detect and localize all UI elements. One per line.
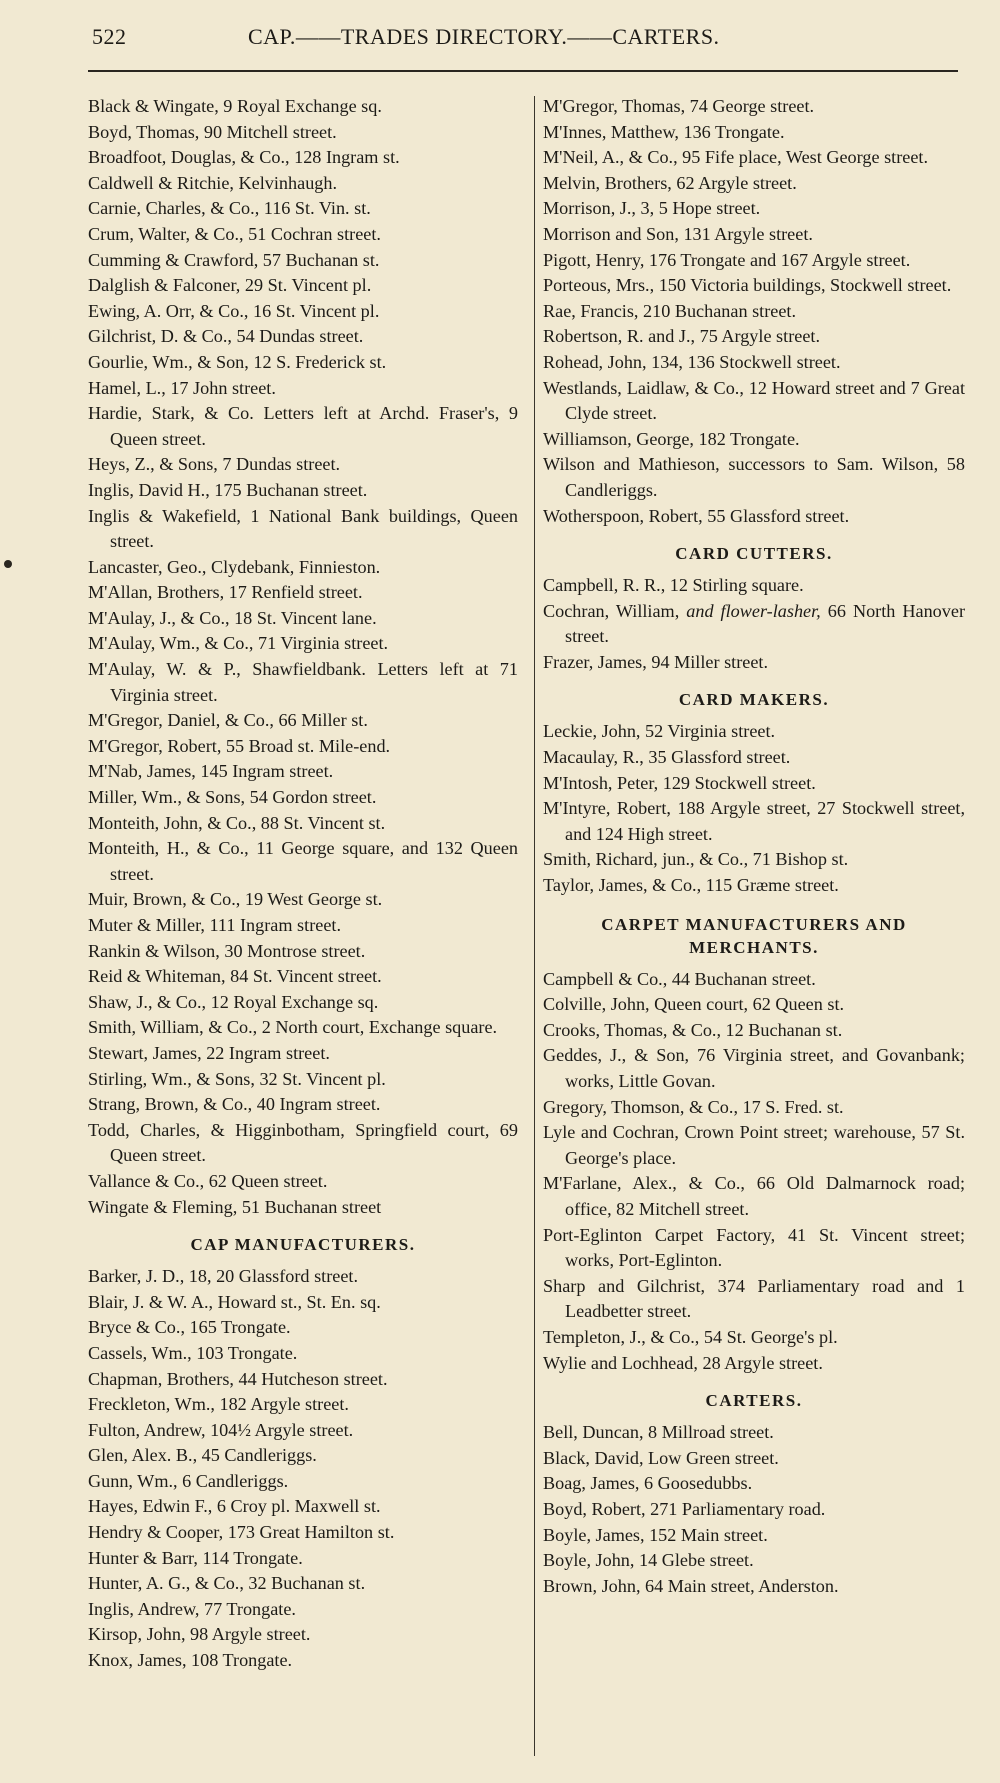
directory-entry: Monteith, H., & Co., 11 George square, and 132 Queen street. xyxy=(88,838,518,884)
directory-entry: M'Nab, James, 145 Ingram street. xyxy=(88,761,334,782)
directory-entry: Campbell, R. R., 12 Stirling square. xyxy=(543,575,804,596)
directory-entry: Wylie and Lochhead, 28 Argyle street. xyxy=(543,1352,823,1373)
running-head: CAP.——TRADES DIRECTORY.——CARTERS. xyxy=(248,24,720,49)
section-heading-cap-manufacturers: CAP MANUFACTURERS. xyxy=(190,1235,416,1255)
directory-entry: Smith, William, & Co., 2 North court, Exchange square. xyxy=(88,1017,498,1038)
directory-entry: Stewart, James, 22 Ingram street. xyxy=(88,1042,330,1063)
left-column xyxy=(88,94,518,1674)
section-heading-carpet-manufacturers xyxy=(543,913,965,959)
entry-text: 66 North Hanover street. xyxy=(565,600,965,647)
directory-entry: Rankin & Wilson, 30 Montrose street. xyxy=(88,940,366,961)
directory-entry: Vallance & Co., 62 Queen street. xyxy=(88,1170,328,1191)
directory-entry: Frazer, James, 94 Miller street. xyxy=(543,651,769,672)
section-heading-card-makers: CARD MAKERS. xyxy=(678,690,830,710)
directory-entry: Blair, J. & W. A., Howard st., St. En. sq. xyxy=(88,1291,381,1312)
directory-entry: M'Intyre, Robert, 188 Argyle street, 27 Stockwell street, and 124 High street. xyxy=(543,798,965,844)
directory-entry: Freckleton, Wm., 182 Argyle street. xyxy=(88,1394,349,1415)
directory-entry: Todd, Charles, & Higginbotham, Springfield court, 69 Queen street. xyxy=(88,1119,518,1166)
directory-entry: Boyd, Thomas, 90 Mitchell street. xyxy=(88,121,337,142)
directory-entry: Morrison and Son, 131 Argyle street. xyxy=(543,223,813,244)
directory-entry: Wotherspoon, Robert, 55 Glassford street. xyxy=(543,505,850,526)
card-cutters-list xyxy=(543,573,965,599)
continued-entries-left xyxy=(88,94,518,1220)
directory-entry: Cumming & Crawford, 57 Buchanan st. xyxy=(88,249,380,270)
directory-entry: Fulton, Andrew, 104½ Argyle street. xyxy=(88,1419,354,1440)
directory-entry: Chapman, Brothers, 44 Hutcheson street. xyxy=(88,1368,388,1389)
directory-entry: Hunter & Barr, 114 Trongate. xyxy=(88,1547,303,1568)
directory-entry: Boyle, James, 152 Main street. xyxy=(543,1524,768,1545)
continued-entries-right xyxy=(543,94,965,529)
directory-entry: M'Aulay, J., & Co., 18 St. Vincent lane. xyxy=(88,607,377,628)
directory-entry: Gregory, Thomson, & Co., 17 S. Fred. st. xyxy=(543,1096,844,1117)
directory-entry: Melvin, Brothers, 62 Argyle street. xyxy=(543,172,797,193)
directory-entry: Muir, Brown, & Co., 19 West George st. xyxy=(88,889,383,910)
directory-entry: Hayes, Edwin F., 6 Croy pl. Maxwell st. xyxy=(88,1496,381,1517)
directory-entry: M'Aulay, W. & P., Shawfieldbank. Letters left at 71 Virginia street. xyxy=(88,659,518,705)
directory-entry: Knox, James, 108 Trongate. xyxy=(88,1650,293,1671)
directory-entry: Colville, John, Queen court, 62 Queen st. xyxy=(543,994,845,1015)
directory-entry: Hendry & Cooper, 173 Great Hamilton st. xyxy=(88,1522,395,1543)
directory-entry: Barker, J. D., 18, 20 Glassford street. xyxy=(88,1266,359,1287)
right-column xyxy=(543,94,965,1599)
directory-entry: Gunn, Wm., 6 Candleriggs. xyxy=(88,1470,289,1491)
margin-mark xyxy=(4,560,12,568)
directory-entry: Inglis & Wakefield, 1 National Bank buildings, Queen street. xyxy=(88,505,518,552)
directory-entry: Ewing, A. Orr, & Co., 16 St. Vincent pl. xyxy=(88,300,380,321)
directory-entry: Westlands, Laidlaw, & Co., 12 Howard street and 7 Great Clyde street. xyxy=(543,377,965,424)
directory-entry: M'Aulay, Wm., & Co., 71 Virginia street. xyxy=(88,633,389,654)
directory-entry: Crooks, Thomas, & Co., 12 Buchanan st. xyxy=(543,1019,843,1040)
directory-entry: Crum, Walter, & Co., 51 Cochran street. xyxy=(88,223,381,244)
directory-entry: Boag, James, 6 Goosedubbs. xyxy=(543,1473,753,1494)
directory-entry: Dalglish & Falconer, 29 St. Vincent pl. xyxy=(88,275,372,296)
column-divider xyxy=(534,96,535,1756)
directory-entry: Morrison, J., 3, 5 Hope street. xyxy=(543,198,761,219)
directory-entry: Strang, Brown, & Co., 40 Ingram street. xyxy=(88,1094,381,1115)
directory-entry: Stirling, Wm., & Sons, 32 St. Vincent pl. xyxy=(88,1068,386,1089)
directory-entry: Porteous, Mrs., 150 Victoria buildings, Stockwell street. xyxy=(543,275,952,296)
directory-entry: Heys, Z., & Sons, 7 Dundas street. xyxy=(88,454,341,475)
directory-entry: Smith, Richard, jun., & Co., 71 Bishop st. xyxy=(543,849,849,870)
directory-entry: Lyle and Cochran, Crown Point street; warehouse, 57 St. George's place. xyxy=(543,1122,965,1168)
directory-entry: M'Gregor, Robert, 55 Broad st. Mile-end. xyxy=(88,735,391,756)
directory-entry: Reid & Whiteman, 84 St. Vincent street. xyxy=(88,966,382,987)
directory-entry: Carnie, Charles, & Co., 116 St. Vin. st. xyxy=(88,198,371,219)
directory-entry: Campbell & Co., 44 Buchanan street. xyxy=(543,968,816,989)
directory-entry: Black, David, Low Green street. xyxy=(543,1447,779,1468)
directory-entry: Broadfoot, Douglas, & Co., 128 Ingram st. xyxy=(88,147,400,168)
directory-entry: Caldwell & Ritchie, Kelvinhaugh. xyxy=(88,172,338,193)
directory-entry: Black & Wingate, 9 Royal Exchange sq. xyxy=(88,96,382,116)
directory-entry: Hardie, Stark, & Co. Letters left at Archd. Fraser's, 9 Queen street. xyxy=(88,403,518,449)
section-heading-carters: CARTERS. xyxy=(705,1391,803,1411)
cap-manufacturers-list xyxy=(88,1264,518,1674)
directory-entry: M'Allan, Brothers, 17 Renfield street. xyxy=(88,582,363,603)
directory-entry: Shaw, J., & Co., 12 Royal Exchange sq. xyxy=(88,991,379,1012)
directory-entry: Hamel, L., 17 John street. xyxy=(88,377,276,398)
directory-entry: Lancaster, Geo., Clydebank, Finnieston. xyxy=(88,556,381,577)
page-header xyxy=(92,22,962,52)
section-heading-card-cutters: CARD CUTTERS. xyxy=(675,544,833,564)
directory-entry-cochran xyxy=(543,599,965,650)
directory-entry: Kirsop, John, 98 Argyle street. xyxy=(88,1624,311,1645)
directory-entry: Rohead, John, 134, 136 Stockwell street. xyxy=(543,351,841,372)
directory-entry: Boyle, John, 14 Glebe street. xyxy=(543,1550,754,1571)
directory-entry: Rae, Francis, 210 Buchanan street. xyxy=(543,300,797,321)
carpet-manufacturers-list xyxy=(543,967,965,1377)
heading-line: MERCHANTS. xyxy=(689,937,819,957)
directory-entry: Brown, John, 64 Main street, Anderston. xyxy=(543,1575,839,1596)
directory-entry: Glen, Alex. B., 45 Candleriggs. xyxy=(88,1445,317,1466)
directory-entry: M'Innes, Matthew, 136 Trongate. xyxy=(543,121,785,142)
directory-entry: Pigott, Henry, 176 Trongate and 167 Argyle street. xyxy=(543,249,911,270)
directory-entry: Hunter, A. G., & Co., 32 Buchanan st. xyxy=(88,1573,366,1594)
directory-entry: Geddes, J., & Son, 76 Virginia street, and Govanbank; works, Little Govan. xyxy=(543,1045,965,1091)
directory-entry: Inglis, Andrew, 77 Trongate. xyxy=(88,1598,296,1619)
directory-entry: Cassels, Wm., 103 Trongate. xyxy=(88,1342,298,1363)
directory-entry: M'Farlane, Alex., & Co., 66 Old Dalmarnock road; office, 82 Mitchell street. xyxy=(543,1173,965,1219)
directory-entry: Williamson, George, 182 Trongate. xyxy=(543,428,800,449)
entry-italic-text: and flower-lasher, xyxy=(686,600,821,621)
card-makers-list xyxy=(543,719,965,898)
directory-entry: Bryce & Co., 165 Trongate. xyxy=(88,1317,291,1338)
directory-entry: M'Gregor, Daniel, & Co., 66 Miller st. xyxy=(88,710,368,731)
directory-entry: Inglis, David H., 175 Buchanan street. xyxy=(88,479,368,500)
directory-entry: M'Gregor, Thomas, 74 George street. xyxy=(543,96,815,116)
directory-entry: M'Neil, A., & Co., 95 Fife place, West George street. xyxy=(543,147,929,168)
directory-entry: Bell, Duncan, 8 Millroad street. xyxy=(543,1422,774,1443)
directory-entry: Wingate & Fleming, 51 Buchanan street xyxy=(88,1196,382,1217)
directory-entry: Sharp and Gilchrist, 374 Parliamentary road and 1 Leadbetter street. xyxy=(543,1275,965,1322)
directory-entry: Leckie, John, 52 Virginia street. xyxy=(543,721,776,742)
page-number: 522 xyxy=(92,24,127,49)
card-cutters-list-continued xyxy=(543,650,965,676)
directory-entry: Macaulay, R., 35 Glassford street. xyxy=(543,747,791,768)
directory-entry: Boyd, Robert, 271 Parliamentary road. xyxy=(543,1498,826,1519)
entry-text: Cochran, William, xyxy=(543,600,687,621)
directory-entry: Monteith, John, & Co., 88 St. Vincent st. xyxy=(88,812,386,833)
header-rule xyxy=(88,70,958,72)
directory-entry: Muter & Miller, 111 Ingram street. xyxy=(88,915,341,935)
directory-entry: Templeton, J., & Co., 54 St. George's pl. xyxy=(543,1326,838,1347)
heading-line: CARPET MANUFACTURERS AND xyxy=(601,914,907,934)
directory-entry: Gilchrist, D. & Co., 54 Dundas street. xyxy=(88,326,364,347)
directory-entry: Robertson, R. and J., 75 Argyle street. xyxy=(543,326,820,347)
directory-entry: Port-Eglinton Carpet Factory, 41 St. Vincent street; works, Port-Eglinton. xyxy=(543,1224,965,1271)
directory-entry: Wilson and Mathieson, successors to Sam. Wilson, 58 Candleriggs. xyxy=(543,454,965,500)
directory-entry: M'Intosh, Peter, 129 Stockwell street. xyxy=(543,772,816,793)
directory-entry: Gourlie, Wm., & Son, 12 S. Frederick st. xyxy=(88,351,387,372)
directory-entry: Taylor, James, & Co., 115 Græme street. xyxy=(543,875,839,896)
carters-list xyxy=(543,1420,965,1599)
directory-entry: Miller, Wm., & Sons, 54 Gordon street. xyxy=(88,787,377,808)
